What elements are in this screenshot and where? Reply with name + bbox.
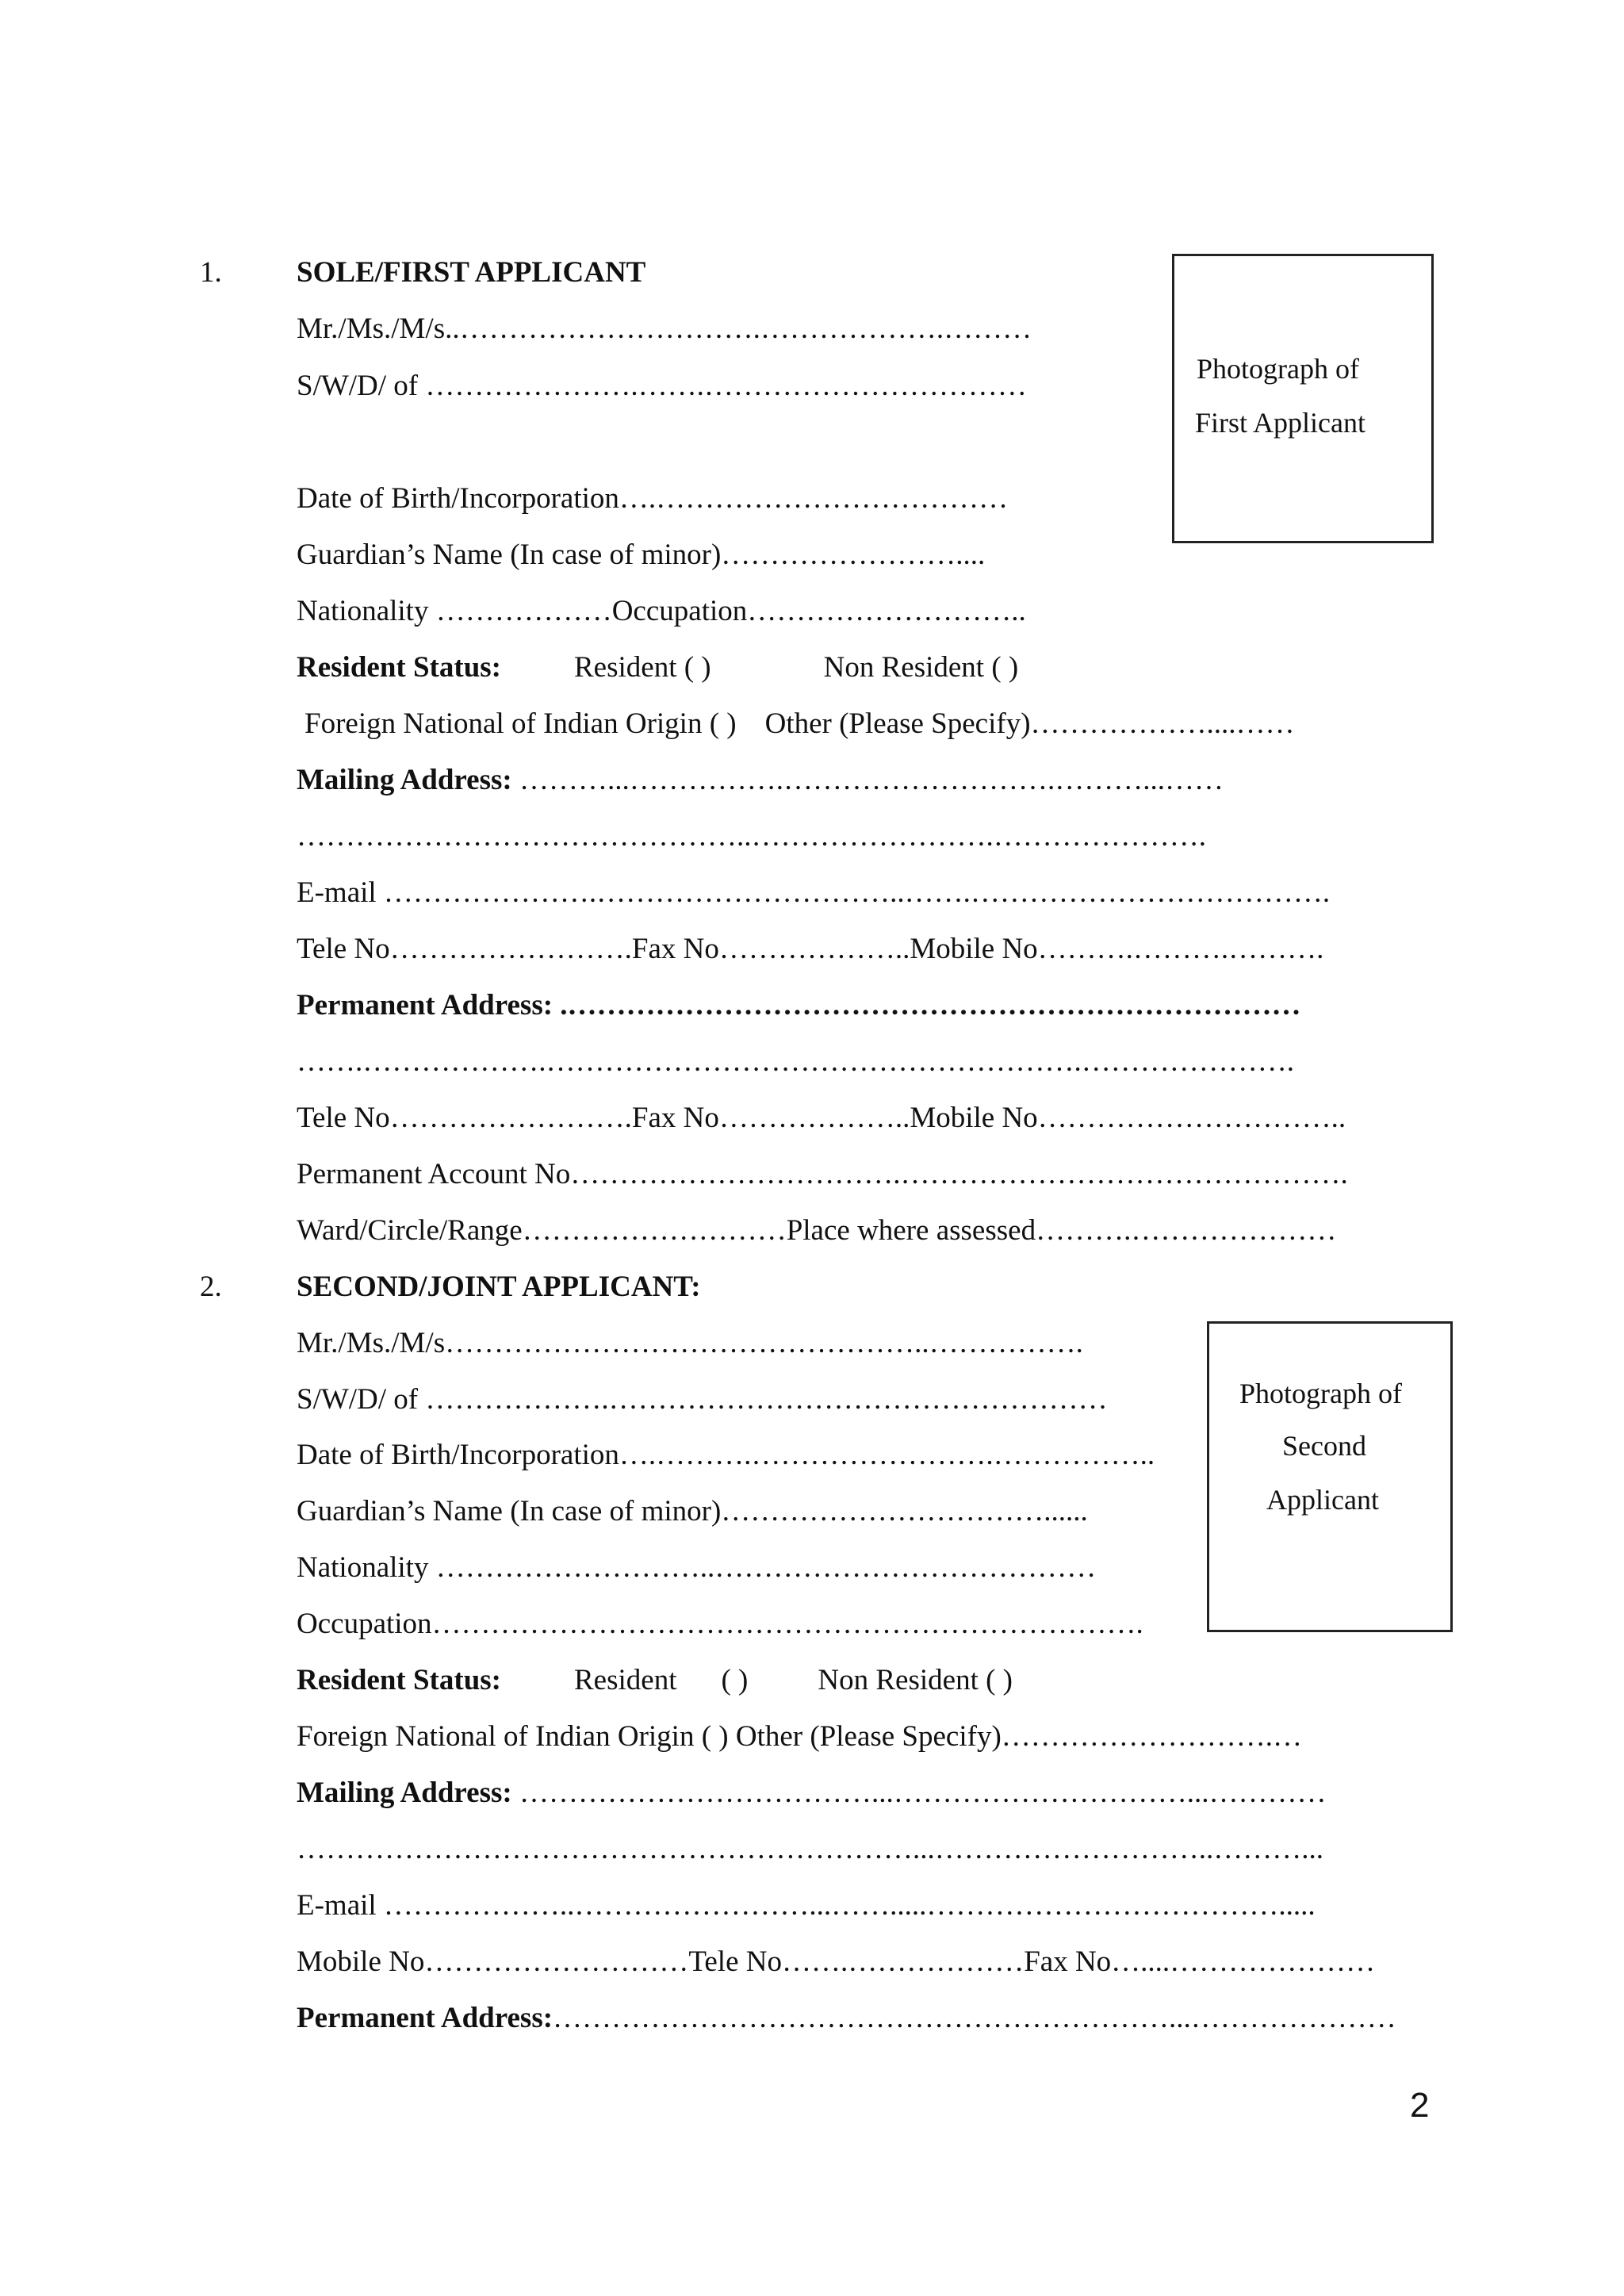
- second-applicant-dob-field[interactable]: Date of Birth/Incorporation….……….…………………….……………..: [297, 1439, 1155, 1471]
- non-resident-checkbox[interactable]: Non Resident ( ): [823, 651, 1019, 684]
- second-applicant-email-field[interactable]: E-mail ………………..……………………...…….....……………………………….....: [297, 1889, 1316, 1922]
- first-applicant-foreign-row: [304, 707, 1295, 742]
- first-applicant-dob-field[interactable]: Date of Birth/Incorporation….………………………………: [297, 482, 1009, 515]
- first-applicant-photo-box: [1172, 254, 1434, 543]
- resident-checkbox-2-label: Resident: [574, 1664, 677, 1696]
- mailing-address-label-2: Mailing Address:: [297, 1777, 512, 1809]
- non-resident-checkbox-2[interactable]: Non Resident ( ): [818, 1664, 1013, 1696]
- photo-box-caption: Photograph of: [1197, 353, 1359, 385]
- first-applicant-swd-field[interactable]: S/W/D/ of ………………….…….……………………………: [297, 370, 1027, 402]
- section-2-number: 2.: [200, 1271, 222, 1303]
- section-1-number: 1.: [200, 256, 222, 289]
- second-applicant-photo-box: [1207, 1321, 1453, 1632]
- first-applicant-mailing-address-field[interactable]: [297, 763, 1224, 798]
- section-1-heading: SOLE/FIRST APPLICANT: [297, 256, 646, 289]
- first-applicant-pan-field[interactable]: Permanent Account No…………………………….……………………………………….: [297, 1158, 1348, 1190]
- photo-box-2-caption-1: Photograph of: [1239, 1378, 1402, 1409]
- permanent-address-label: Permanent Address:: [297, 989, 553, 1022]
- mailing-address-label: Mailing Address:: [297, 764, 512, 796]
- first-applicant-guardian-field[interactable]: Guardian’s Name (In case of minor)……………………....: [297, 539, 986, 571]
- other-specify-field[interactable]: Other (Please Specify)………………....……: [764, 707, 1295, 740]
- resident-status-label: Resident Status:: [297, 651, 501, 684]
- first-applicant-resident-status-row: [297, 650, 1018, 685]
- second-applicant-foreign-row[interactable]: Foreign National of Indian Origin ( ) Other (Please Specify)……………………….…: [297, 1720, 1303, 1753]
- second-applicant-swd-field[interactable]: S/W/D/ of ……………….……………………………………………: [297, 1383, 1108, 1416]
- first-applicant-name-field[interactable]: Mr./Ms./M/s..………………………….……………….………: [297, 312, 1032, 345]
- second-applicant-name-field[interactable]: Mr./Ms./M/s…………………………………………..…………….: [297, 1327, 1083, 1359]
- page-number: 2: [1410, 2086, 1430, 2125]
- photo-box-caption-2: First Applicant: [1195, 407, 1365, 439]
- resident-checkbox[interactable]: Resident ( ): [574, 651, 711, 684]
- mailing-address-dots: ………...…………….……………………….………...……: [519, 764, 1224, 796]
- resident-status-label-2: Resident Status:: [297, 1664, 501, 1696]
- permanent-address-label-2: Permanent Address:: [297, 2002, 553, 2034]
- second-applicant-occupation-field[interactable]: Occupation……………………………………………………………….: [297, 1608, 1143, 1640]
- first-applicant-ward-field[interactable]: Ward/Circle/Range………………………Place where assessed……….…………………: [297, 1214, 1337, 1247]
- second-applicant-mailing-address-line-2[interactable]: ………………………………………………………...………………………..………...: [297, 1833, 1323, 1865]
- second-applicant-phone-row[interactable]: Mobile No………………………Tele No…….………………Fax No…....…………………: [297, 1945, 1376, 1978]
- mailing-address-dots-2: ………………………………...…………………………...…………: [519, 1777, 1327, 1809]
- second-applicant-permanent-address-field[interactable]: [297, 2001, 1396, 2036]
- first-applicant-permanent-address-line-2[interactable]: …….……………….……………………………………………….………………….: [297, 1045, 1294, 1078]
- first-applicant-email-field[interactable]: E-mail ………………….…………………………..…….……………………………….: [297, 876, 1331, 909]
- first-applicant-mailing-address-line-2[interactable]: ………………………………………..…………………….………………….: [297, 820, 1206, 853]
- second-applicant-resident-status-row: [297, 1663, 1013, 1698]
- first-applicant-permanent-phone-row[interactable]: Tele No…………………….Fax No………………..Mobile No…………………………..: [297, 1102, 1346, 1134]
- second-applicant-mailing-address-field[interactable]: [297, 1776, 1326, 1811]
- foreign-national-checkbox[interactable]: Foreign National of Indian Origin ( ): [304, 707, 737, 740]
- first-applicant-phone-row[interactable]: Tele No…………………….Fax No………………..Mobile No……….……….……….: [297, 933, 1324, 965]
- section-2-heading: SECOND/JOINT APPLICANT:: [297, 1271, 701, 1303]
- photo-box-2-caption-2: Second: [1282, 1430, 1366, 1462]
- permanent-address-dots: .…………………………………………………………………: [560, 989, 1301, 1022]
- second-applicant-guardian-field[interactable]: Guardian’s Name (In case of minor)……………………………......: [297, 1495, 1088, 1527]
- permanent-address-dots-2: ………………………………………………………...…………………: [553, 2002, 1396, 2034]
- photo-box-2-caption-3: Applicant: [1266, 1484, 1379, 1516]
- first-applicant-nationality-field[interactable]: Nationality ………………Occupation………………………..: [297, 595, 1026, 627]
- second-applicant-nationality-field[interactable]: Nationality ………………………..…………………………………: [297, 1551, 1097, 1584]
- resident-checkbox-2[interactable]: ( ): [721, 1664, 749, 1696]
- first-applicant-permanent-address-field[interactable]: [297, 988, 1301, 1023]
